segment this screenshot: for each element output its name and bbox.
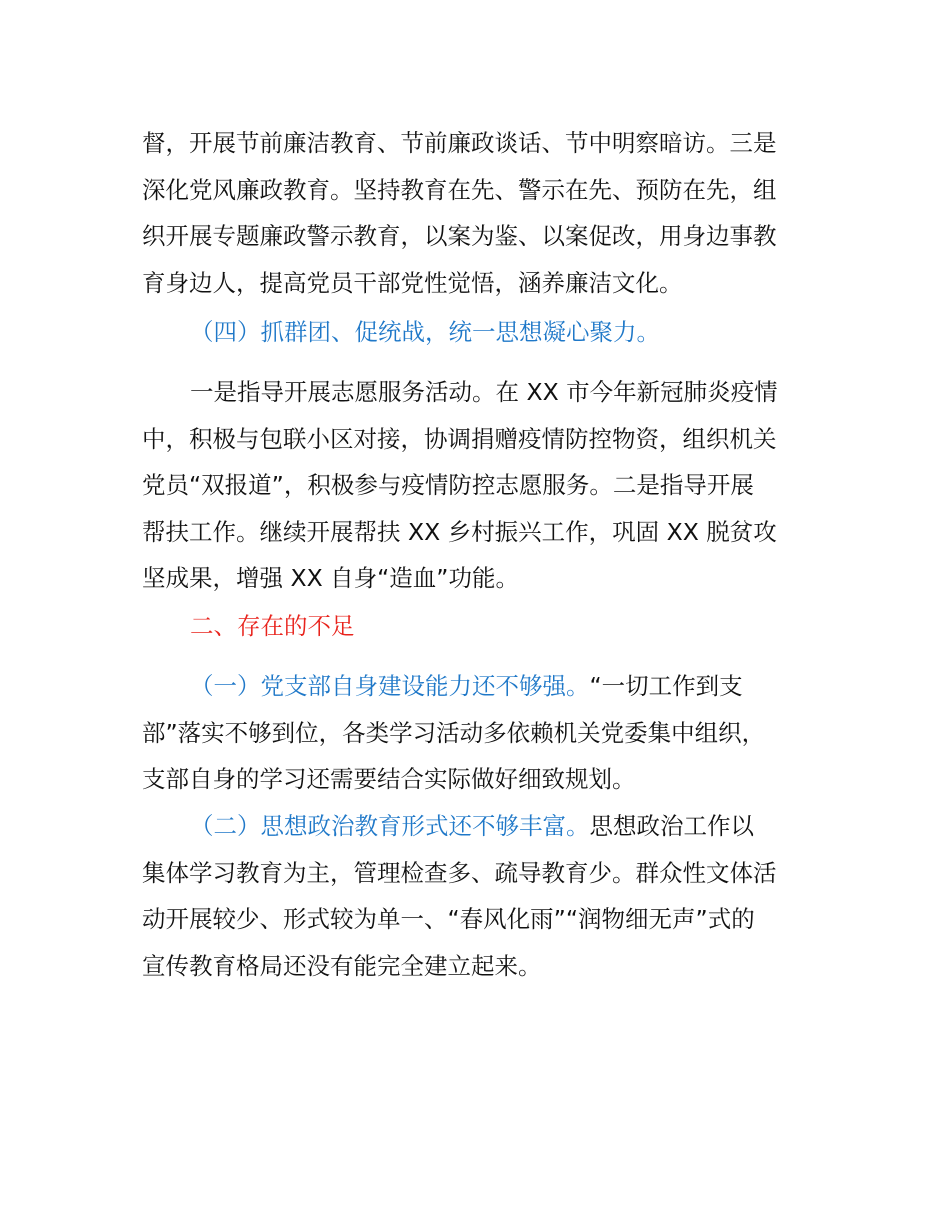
- text-line: [142, 663, 822, 710]
- text-line: 动开展较少、形式较为单一、“春风化雨”“润物细无声”式的: [142, 905, 755, 933]
- text-line: 支部自身的学习还需要结合实际做好细致规划。: [142, 765, 636, 793]
- paragraph-volunteer: [142, 369, 822, 602]
- paragraph-shortcoming-1: [142, 663, 822, 803]
- heading-section-4: [142, 309, 822, 356]
- paragraph-discipline: [142, 120, 822, 306]
- text-line: 中，积极与包联小区对接，协调捐赠疫情防控物资，组织机关: [142, 424, 777, 453]
- text-line: 一是指导开展志愿服务活动。在 XX 市今年新冠肺炎疫情: [190, 378, 778, 406]
- item-heading: （二）思想政治教育形式还不够丰富。: [190, 812, 590, 840]
- text-line: 帮扶工作。继续开展帮扶 XX 乡村振兴工作，巩固 XX 脱贫攻: [142, 517, 777, 546]
- text-line: 坚成果，增强 XX 自身“造血”功能。: [142, 564, 519, 592]
- text-run: 思想政治工作以: [589, 812, 754, 840]
- text-line: 部”落实不够到位，各类学习活动多依赖机关党委集中组织，: [142, 718, 766, 747]
- text-line: 党员“双报道”，积极参与疫情防控志愿服务。二是指导开展: [142, 471, 754, 499]
- text-line: 督，开展节前廉洁教育、节前廉政谈话、节中明察暗访。三是: [142, 129, 777, 157]
- subsection-heading: （四）抓群团、促统战，统一思想凝心聚力。: [190, 318, 660, 346]
- heading-section-2: [142, 603, 822, 650]
- text-line: 深化党风廉政教育。坚持教育在先、警示在先、预防在先，组: [142, 175, 777, 204]
- paragraph-shortcoming-2: [142, 803, 822, 989]
- text-line: 育身边人，提高党员干部党性觉悟，涵养廉洁文化。: [142, 268, 683, 297]
- text-line: [142, 803, 822, 850]
- section-heading: 二、存在的不足: [190, 612, 355, 640]
- text-line: 织开展专题廉政警示教育，以案为鉴、以案促改，用身边事教: [142, 222, 777, 250]
- item-heading: （一）党支部自身建设能力还不够强。: [190, 672, 590, 700]
- text-line: 宣传教育格局还没有能完全建立起来。: [142, 951, 542, 980]
- text-line: 集体学习教育为主，管理检查多、疏导教育少。群众性文体活: [142, 858, 777, 887]
- text-run: “一切工作到支: [589, 672, 743, 700]
